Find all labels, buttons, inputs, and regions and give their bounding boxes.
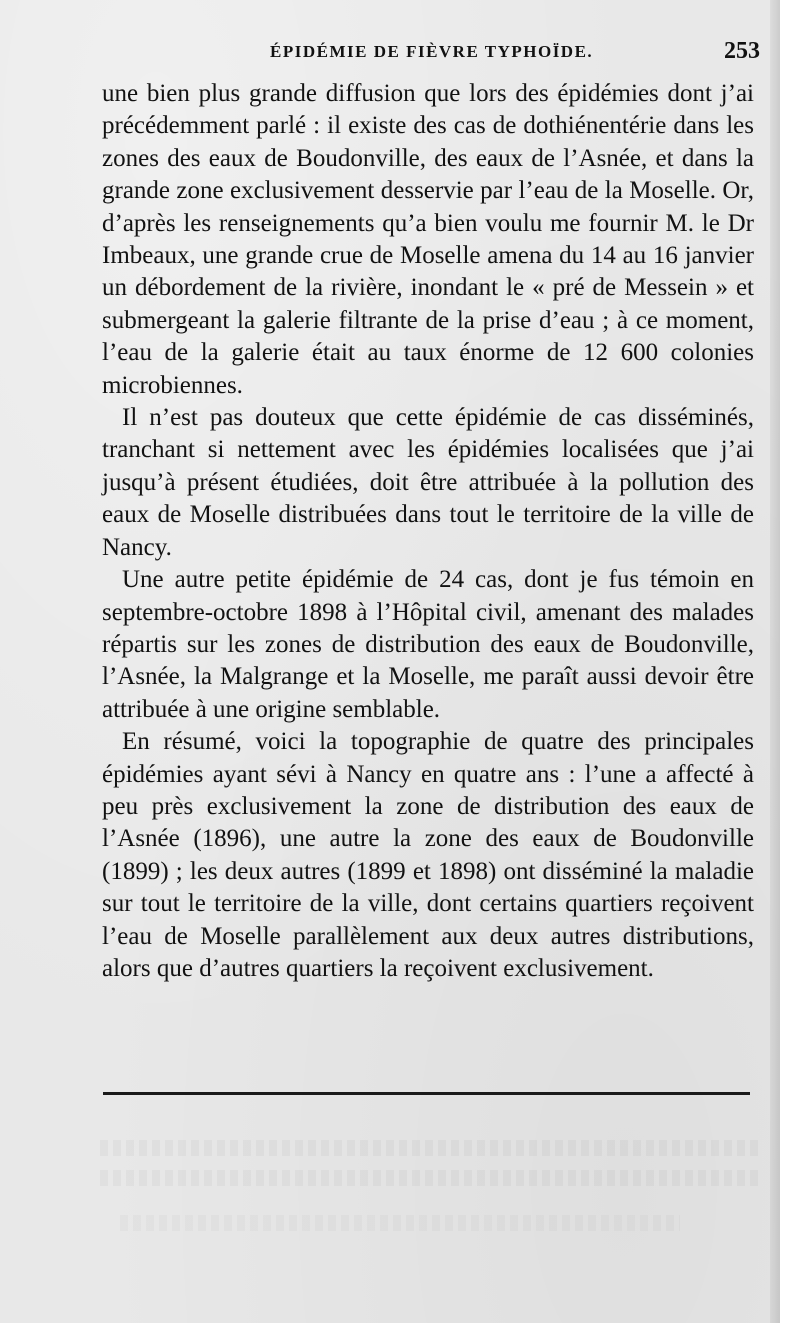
- footnote-divider: [103, 1092, 750, 1095]
- show-through-text: [100, 1170, 760, 1186]
- body-text: [102, 78, 754, 985]
- paragraph: Il n’est pas douteux que cette épidémie de cas disséminés, tranchant si nettement avec les épidémies localisées que j’ai jusqu’à présent étudiées, doit être attribuée à la pollution des eaux de Moselle distribuées dans tout le territoire de la ville de Nancy.: [102, 404, 754, 561]
- page-header: [100, 36, 760, 70]
- paragraph: une bien plus grande diffusion que lors des épidémies dont j’ai précédemment parlé : il existe des cas de dothiénentérie dans les zones des eaux de Boudonville, des eaux de l’Asnée, et dans la grande zone exclusivement desservie par l’eau de la Moselle. Or, d’après les renseignements qu’a bien voulu me fournir M. le Dr Imbeaux, une grande crue de Moselle amena du 14 au 16 janvier un débordement de la rivière, inondant le « pré de Messein » et submergeant la galerie filtrante de la prise d’eau ; à ce moment, l’eau de la galerie était au taux énorme de 12 600 colonies microbiennes.: [102, 80, 754, 399]
- show-through-text: [100, 1140, 760, 1156]
- page-number: 253: [724, 38, 760, 64]
- running-title: ÉPIDÉMIE DE FIÈVRE TYPHOÏDE.: [270, 42, 594, 61]
- show-through-text: [120, 1215, 680, 1231]
- paragraph: Une autre petite épidémie de 24 cas, dont je fus témoin en septembre-octobre 1898 à l’Hôpital civil, amenant des malades répartis sur les zones de distribution des eaux de Boudonville, l’Asnée, la Malgrange et la Moselle, me paraît aussi devoir être attribuée à une origine semblable.: [102, 566, 754, 723]
- paragraph: En résumé, voici la topographie de quatre des principales épidémies ayant sévi à Nancy en quatre ans : l’une a affecté à peu près exclusivement la zone de distribution des eaux de l’Asnée (1896), une autre la zone des eaux de Boudonville (1899) ; les deux autres (1899 et 1898) ont disséminé la maladie sur tout le territoire de la ville, dont certains quartiers reçoivent l’eau de Moselle parallèlement aux deux autres distributions, alors que d’autres quartiers la reçoivent exclusivement.: [102, 728, 754, 982]
